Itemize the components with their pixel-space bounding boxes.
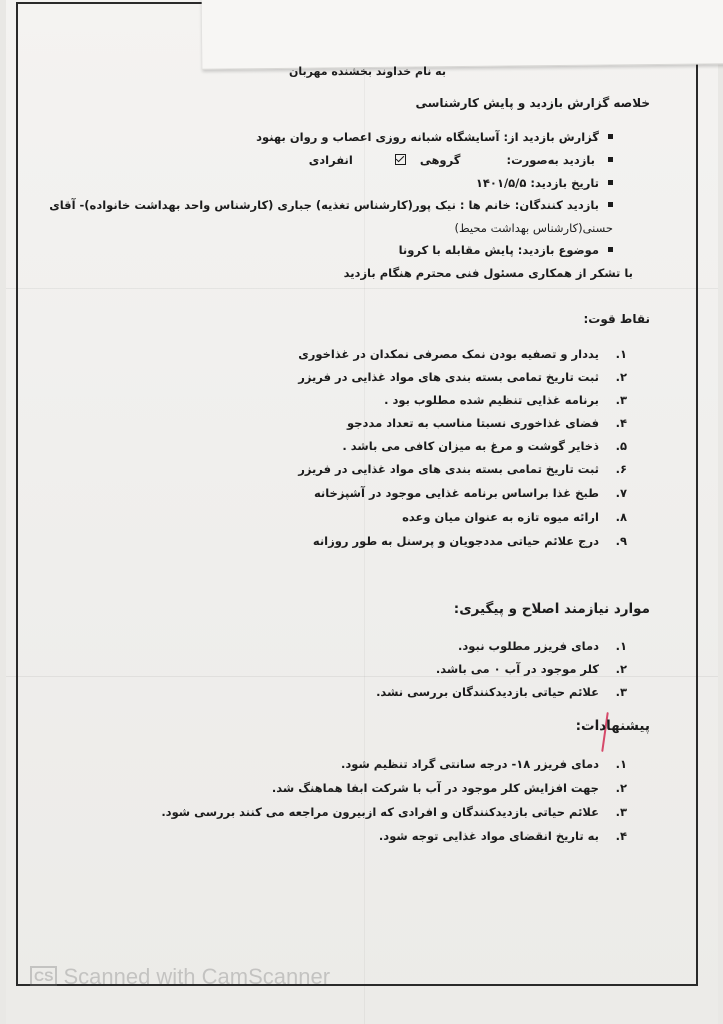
list-item: ۳. برنامه غذایی تنظیم شده مطلوب بود . (384, 393, 627, 407)
strengths-heading: نقاط قوت: (583, 312, 650, 326)
info-visitors: بازدید کنندگان: خانم ها : نیک پور(کارشناس تغذیه) جباری (کارشناس واحد بهداشت خانواده)- آقای (49, 197, 613, 213)
paper-slip-overlay (202, 0, 723, 70)
info-date: تاریخ بازدید: ۱۴۰۱/۵/۵ (476, 175, 613, 191)
list-item: ۴. فضای غذاخوری نسبتا مناسب به تعداد مددجو (347, 416, 627, 430)
camscanner-logo: CS (30, 966, 57, 986)
list-item: ۱. دمای فریزر ۱۸- درجه سانتی گراد تنظیم شود. (341, 757, 627, 771)
corrections-heading: موارد نیازمند اصلاح و پیگیری: (453, 601, 650, 617)
list-item: ۸. ارائه میوه تازه به عنوان میان وعده (402, 510, 627, 524)
list-item: ۳. علائم حیاتی بازدیدکنندگان بررسی نشد. (376, 685, 627, 699)
suggestions-heading: پیشنهادات: (575, 718, 650, 734)
list-item: ۱. یددار و تصفیه بودن نمک مصرفی نمکدان در غذاخوری (298, 347, 627, 361)
bismillah: به نام خداوند بخشنده مهربان (289, 65, 446, 78)
watermark-text: Scanned with CamScanner (63, 964, 331, 989)
scanner-watermark (30, 964, 390, 998)
visit-type-group: گروهی (419, 153, 461, 167)
list-item: ۲. جهت افزایش کلر موجود در آب با شرکت ابفا هماهنگ شد. (271, 781, 627, 795)
list-item: ۴. به تاریخ انقضای مواد غذایی توجه شود. (378, 829, 627, 843)
list-item: ۲. کلر موجود در آب ۰ می باشد. (435, 662, 627, 676)
info-subject: موضوع بازدید: پایش مقابله با کرونا (399, 242, 613, 258)
list-item: ۳. علائم حیاتی بازدیدکنندگان و افرادی که ازبیرون مراجعه می کنند بررسی شود. (161, 805, 627, 819)
list-item: ۱. دمای فریزر مطلوب نبود. (458, 639, 627, 653)
info-report: گزارش بازدید از: آسایشگاه شبانه روزی اعصاب و روان بهنود (256, 129, 613, 145)
list-item: ۹. درج علائم حیاتی مددجویان و پرسنل به طور روزانه (312, 534, 627, 548)
info-thanks: با تشکر از همکاری مسئول فنی محترم هنگام بازدید (343, 266, 633, 280)
info-visitors-cont: حسنی(کارشناس بهداشت محیط) (454, 221, 613, 235)
visit-type-label: بازدید به‌صورت: (506, 153, 595, 167)
page-title: خلاصه گزارش بازدید و پایش کارشناسی (415, 96, 650, 110)
checkbox-checked-icon (395, 154, 406, 165)
info-visit-type (309, 152, 613, 168)
visit-type-individual: انفرادی (308, 153, 353, 167)
list-item: ۲. ثبت تاریخ تمامی بسته بندی های مواد غذایی در فریزر (298, 370, 627, 384)
list-item: ۶. ثبت تاریخ تمامی بسته بندی های مواد غذایی در فریزر (298, 462, 627, 476)
list-item: ۷. طبخ غذا براساس برنامه غذایی موجود در آشپزخانه (313, 486, 627, 500)
list-item: ۵. ذخایر گوشت و مرغ به میزان کافی می باشد . (342, 439, 627, 453)
